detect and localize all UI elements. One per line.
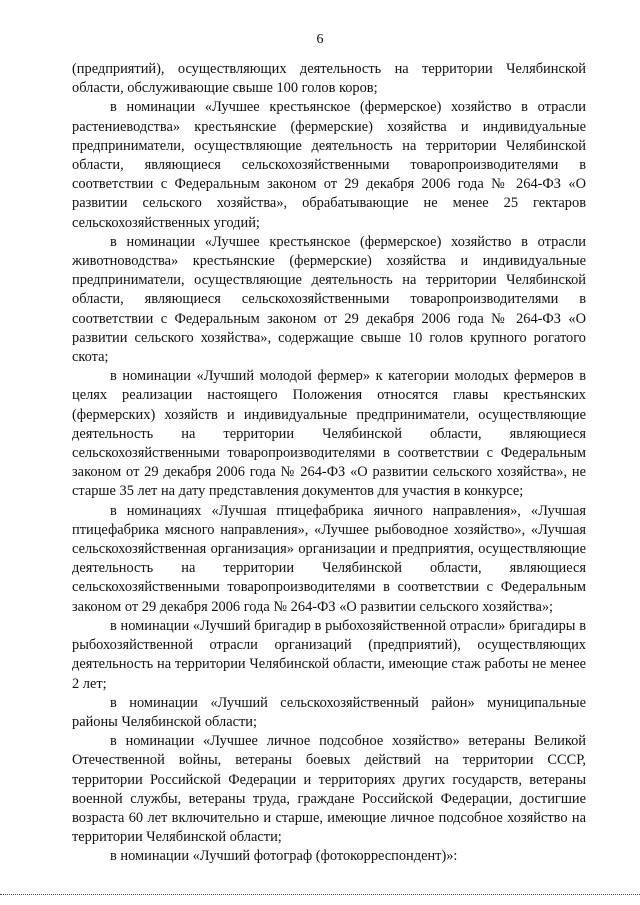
document-body bbox=[72, 60, 586, 867]
paragraph-crop-farming-nomination: в номинации «Лучшее крестьянское (фермерское) хозяйство в отрасли растениеводства» крестьянские (фермерские) хозяйства и индивидуальные предприниматели, осуществляющие деятельность на территории Челябинской области, являющиеся сельскохозяйственными товаропроизводителями в соответствии с Федеральным законом от 29 декабря 2006 года № 264-ФЗ «О развитии сельского хозяйства», обрабатывающие не менее 25 гектаров сельскохозяйственных угодий; bbox=[72, 99, 586, 231]
paragraph-continuation: (предприятий), осуществляющих деятельность на территории Челябинской области, обслуживающие свыше 100 голов коров; bbox=[72, 61, 586, 97]
paragraph-photographer-nomination: в номинации «Лучший фотограф (фотокорреспондент)»: bbox=[110, 848, 458, 865]
page-number: 6 bbox=[316, 32, 324, 47]
page-bottom-divider bbox=[0, 894, 640, 895]
paragraph-fishery-foreman-nomination: в номинации «Лучший бригадир в рыбохозяйственной отрасли» бригадиры в рыбохозяйственной отрасли организаций (предприятий), осуществляющих деятельность на территории Челябинской области, имеющие стаж работы не менее 2 лет; bbox=[72, 617, 586, 692]
paragraph-agricultural-district-nomination: в номинации «Лучший сельскохозяйственный район» муниципальные районы Челябинской области; bbox=[72, 694, 586, 730]
paragraph-livestock-nomination: в номинации «Лучшее крестьянское (фермерское) хозяйство в отрасли животноводства» крестьянские (фермерские) хозяйства и индивидуальные предприниматели, осуществляющие деятельность на территории Челябинской области, являющиеся сельскохозяйственными товаропроизводителями в соответствии с Федеральным законом от 29 декабря 2006 года № 264-ФЗ «О развитии сельского хозяйства», содержащие свыше 10 голов крупного рогатого скота; bbox=[72, 233, 586, 366]
paragraph-household-plot-nomination: в номинации «Лучшее личное подсобное хозяйство» ветераны Великой Отечественной войны, ветераны боевых действий на территории СССР, территории Российской Федерации и территориях других государств, ветераны военной службы, ветераны труда, граждане Российской Федерации, достигшие возраста 60 лет включительно и старше, имеющие личное подсобное хозяйство на территории Челябинской области; bbox=[72, 733, 586, 846]
paragraph-poultry-fish-org-nominations: в номинациях «Лучшая птицефабрика яичного направления», «Лучшая птицефабрика мясного направления», «Лучшее рыбоводное хозяйство», «Лучшая сельскохозяйственная организация» организации и предприятия, осуществляющие деятельность на территории Челябинской области, являющиеся сельскохозяйственными товаропроизводителями в соответствии с Федеральным законом от 29 декабря 2006 года № 264-ФЗ «О развитии сельского хозяйства»; bbox=[72, 502, 586, 615]
paragraph-young-farmer-nomination: в номинации «Лучший молодой фермер» к категории молодых фермеров в целях реализации настоящего Положения относятся главы крестьянских (фермерских) хозяйств и индивидуальные предприниматели, осуществляющие деятельность на территории Челябинской области, являющиеся сельскохозяйственными товаропроизводителями в соответствии с Федеральным законом от 29 декабря 2006 года № 264-ФЗ «О развитии сельского хозяйства», не старше 35 лет на дату представления документов для участия в конкурсе; bbox=[72, 368, 586, 500]
